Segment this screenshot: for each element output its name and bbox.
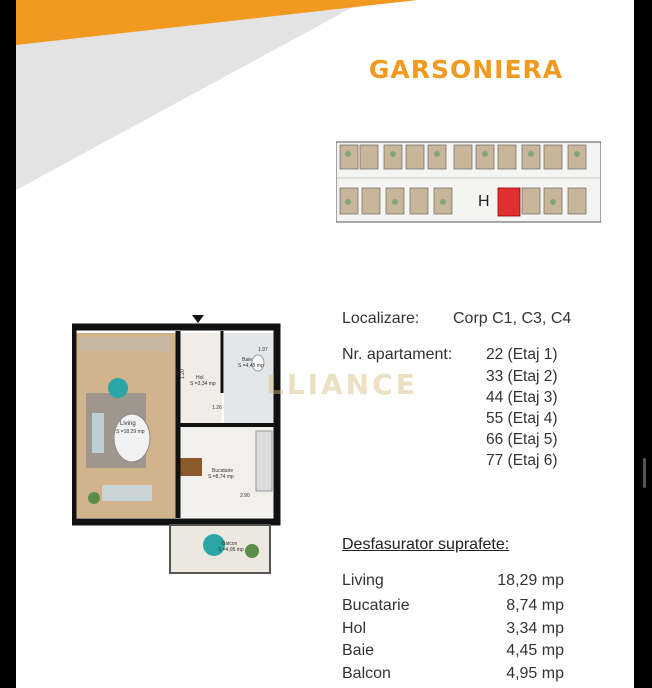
page-title: GARSONIERA xyxy=(368,55,564,84)
room-name-bucatarie: Bucatarie xyxy=(212,468,234,474)
surface-label: Hol xyxy=(342,620,367,637)
room-area-living: S =18,29 mp xyxy=(116,429,145,435)
room-area-balcon: S =4,95 mp xyxy=(218,547,244,553)
surface-label: Living xyxy=(342,572,384,589)
apartment-item: 44 (Etaj 3) xyxy=(486,389,558,406)
apartment-item: 33 (Etaj 2) xyxy=(486,368,558,385)
listing-page xyxy=(16,0,634,688)
viewer-side-bar xyxy=(634,0,652,688)
dimension-label: 1.97 xyxy=(258,347,268,353)
apartment-item: 77 (Etaj 6) xyxy=(486,452,558,469)
surface-value: 3,34 mp xyxy=(506,620,564,637)
surface-label: Baie xyxy=(342,642,375,659)
surfaces-title: Desfasurator suprafete: xyxy=(342,536,510,553)
surface-value: 4,45 mp xyxy=(506,642,564,659)
room-name-baie: Baie xyxy=(242,357,253,363)
room-name-balcon: Balcon xyxy=(222,541,238,547)
room-area-hol: S =3,34 mp xyxy=(190,381,216,387)
apartment-item: 22 (Etaj 1) xyxy=(486,346,558,363)
dimension-label: 1.20 xyxy=(180,369,186,379)
surface-value: 8,74 mp xyxy=(506,597,564,614)
room-name-living: Living xyxy=(120,421,136,427)
surface-value: 4,95 mp xyxy=(506,665,564,682)
dimension-label: 1.26 xyxy=(212,405,222,411)
surface-label: Balcon xyxy=(342,665,391,682)
surface-label: Bucatarie xyxy=(342,597,410,614)
stair-label: H xyxy=(478,193,490,210)
scrollbar-thumb[interactable] xyxy=(643,458,646,488)
apartment-label: Nr. apartament: xyxy=(342,346,453,363)
location-label: Localizare: xyxy=(342,310,420,327)
dimension-label: 2.90 xyxy=(240,493,250,499)
room-area-bucatarie: S =8,74 mp xyxy=(208,474,234,480)
apartment-item: 55 (Etaj 4) xyxy=(486,410,558,427)
room-area-baie: S =4,45 mp xyxy=(238,363,264,369)
watermark: LLIANCE xyxy=(266,368,418,401)
location-value: Corp C1, C3, C4 xyxy=(453,310,572,327)
apartment-item: 66 (Etaj 5) xyxy=(486,431,558,448)
apartment-floor-plan xyxy=(72,313,284,578)
room-name-hol: Hol xyxy=(196,375,204,381)
building-floor-plan xyxy=(336,140,601,228)
surface-value: 18,29 mp xyxy=(497,572,564,589)
